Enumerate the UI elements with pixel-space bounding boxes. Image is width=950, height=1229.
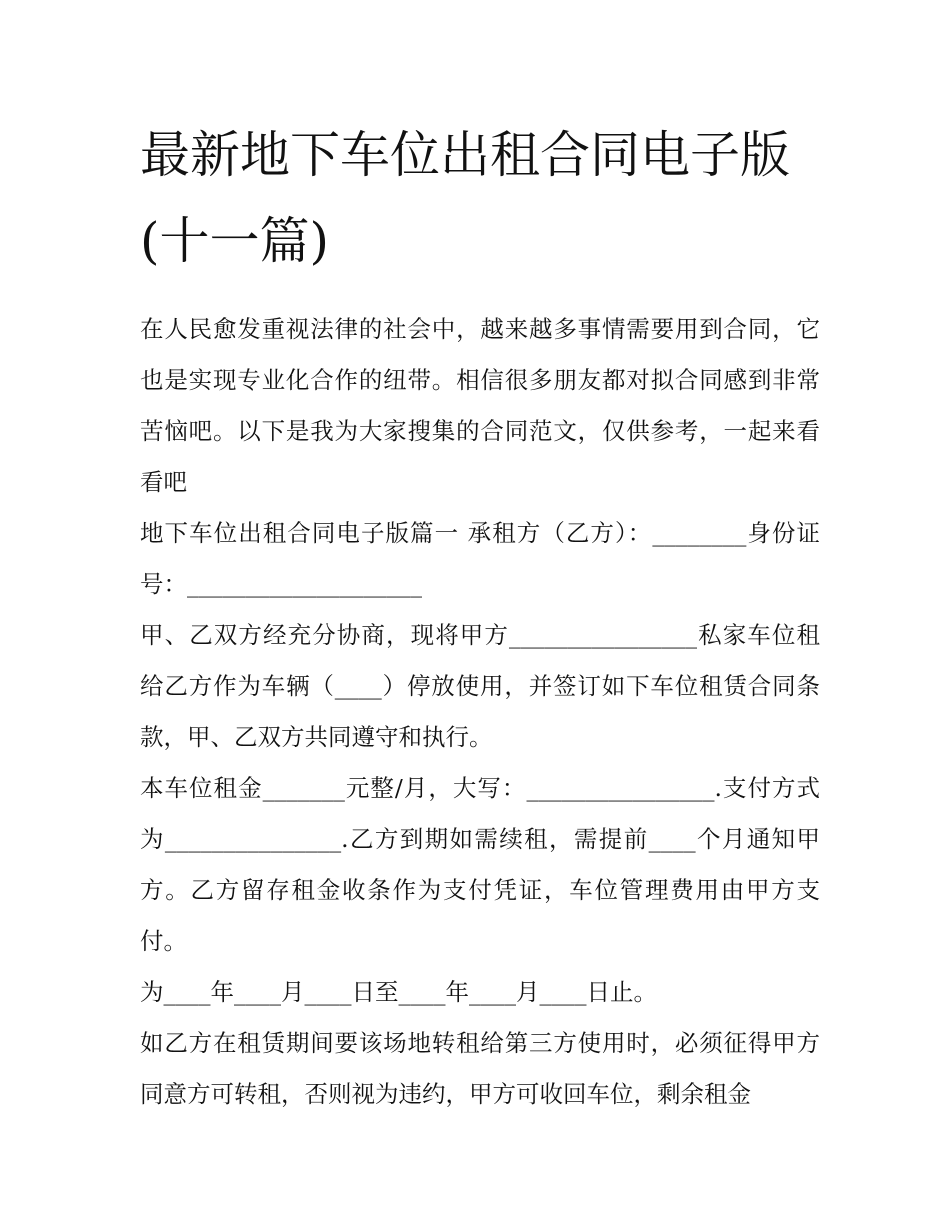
document-body xyxy=(140,304,820,1120)
paragraph-parties: 地下车位出租合同电子版篇一 承租方（乙方）：________身份证号：____________________ xyxy=(140,519,820,598)
paragraph-rent: 本车位租金_______元整/月，大写：________________.支付方式为_______________.乙方到期如需续租，需提前____个月通知甲方。乙方留存租金收条作为支付凭证，车位管理费用由甲方支付。 xyxy=(140,774,820,955)
paragraph-sublease: 如乙方在租赁期间要该场地转租给第三方使用时，必须征得甲方同意方可转租，否则视为违约，甲方可收回车位，剩余租金 xyxy=(140,1029,820,1108)
document-title: 最新地下车位出租合同电子版(十一篇) xyxy=(140,126,790,270)
paragraph-intro: 在人民愈发重视法律的社会中，越来越多事情需要用到合同，它也是实现专业化合作的纽带。相信很多朋友都对拟合同感到非常苦恼吧。以下是我为大家搜集的合同范文，仅供参考，一起来看看吧 xyxy=(140,315,820,496)
paragraph-agreement: 甲、乙双方经充分协商，现将甲方________________私家车位租给乙方作为车辆（____）停放使用，并签订如下车位租赁合同条款，甲、乙双方共同遵守和执行。 xyxy=(140,621,820,751)
document-page xyxy=(140,112,820,1120)
paragraph-term: 为____年____月____日至____年____月____日止。 xyxy=(140,978,657,1006)
